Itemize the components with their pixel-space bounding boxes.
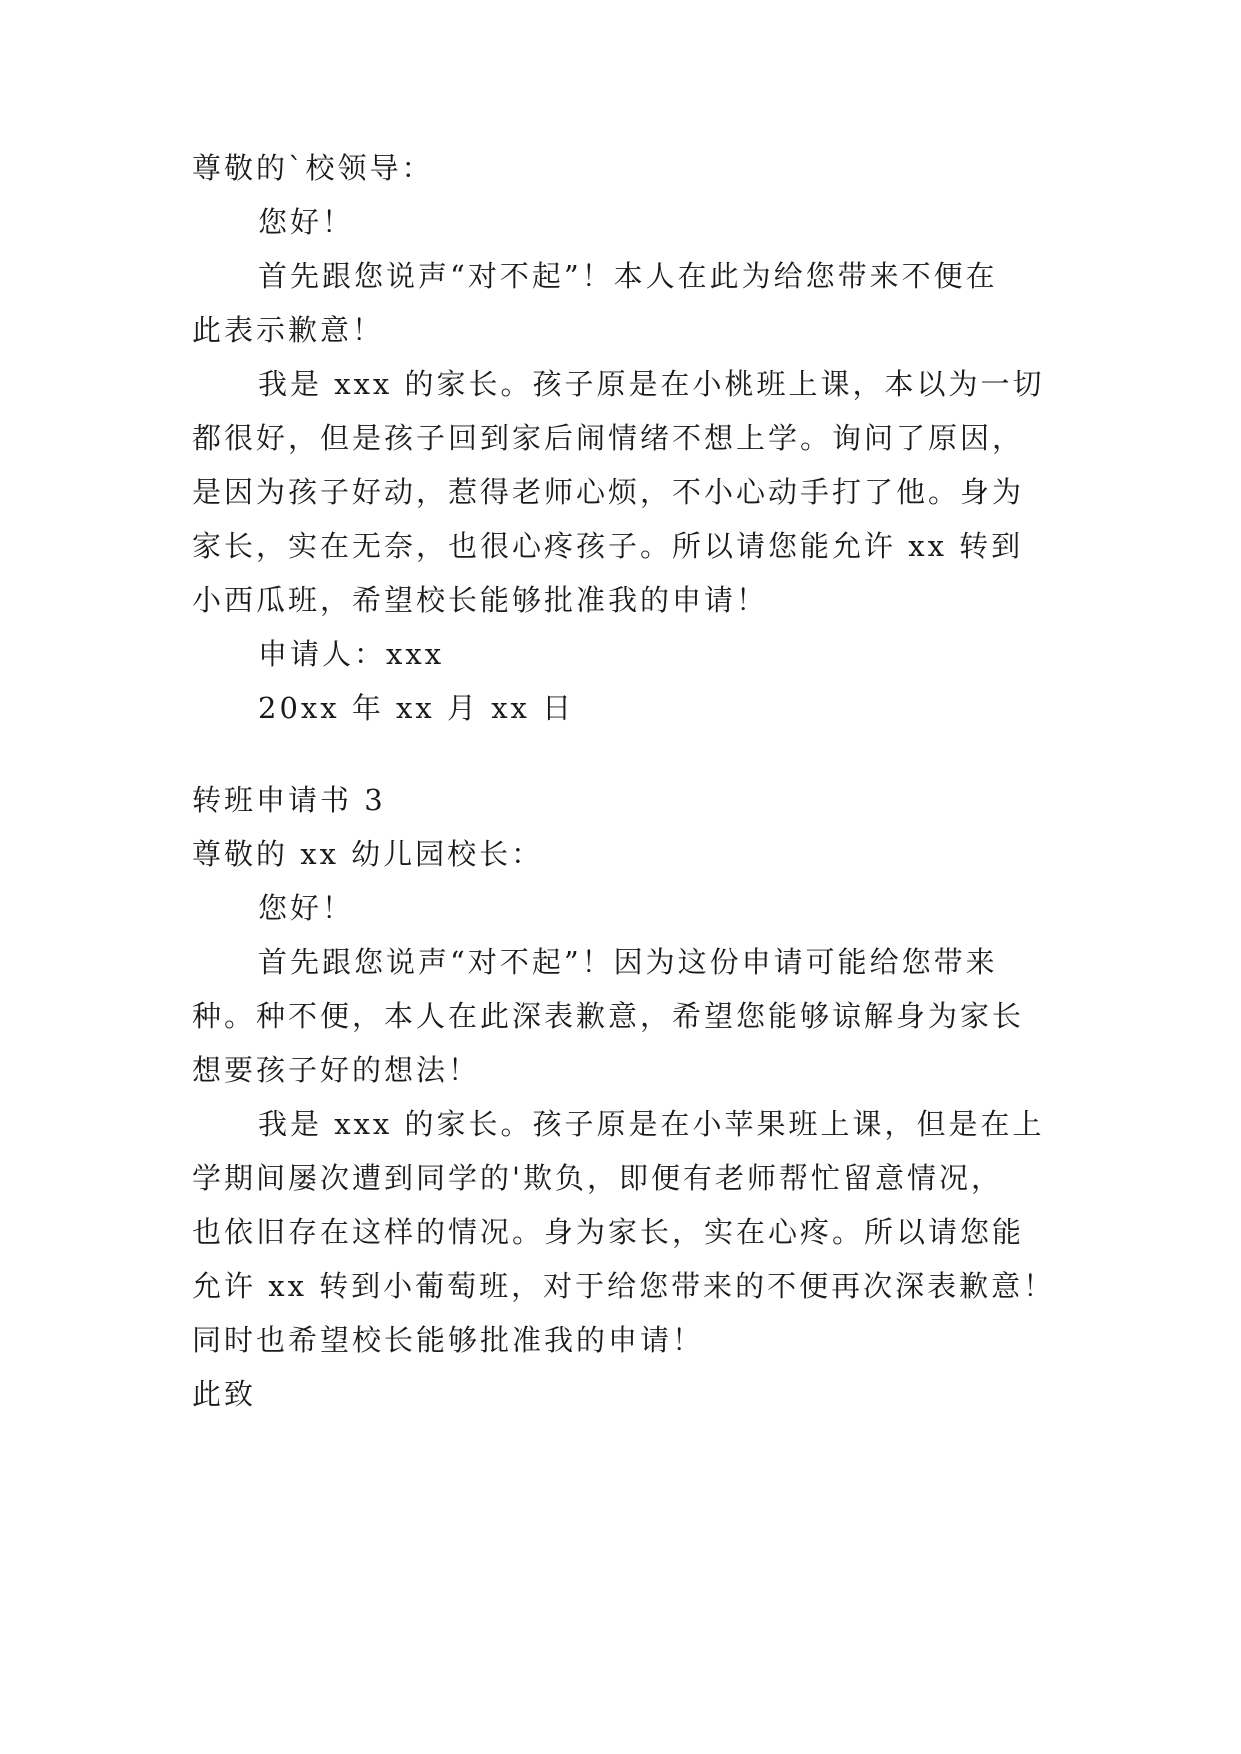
paragraph-line: 此表示歉意！ — [192, 313, 385, 347]
paragraph-line: 学期间屡次遭到同学的'欺负，即便有老师帮忙留意情况， — [192, 1161, 1003, 1195]
paragraph-line: 首先跟您说声“对不起”！本人在此为给您带来不便在 — [258, 259, 998, 293]
paragraph-line: 同时也希望校长能够批准我的申请！ — [192, 1323, 705, 1357]
applicant: 申请人：xxx — [258, 637, 445, 671]
greeting: 您好！ — [258, 205, 355, 239]
greeting: 您好！ — [258, 891, 355, 925]
paragraph-line: 想要孩子好的想法！ — [192, 1053, 481, 1087]
salutation: 尊敬的`校领导： — [192, 151, 434, 185]
closing: 此致 — [192, 1377, 257, 1411]
paragraph-line: 种。种不便，本人在此深表歉意，希望您能够谅解身为家长 — [192, 999, 1025, 1033]
paragraph-line: 家长，实在无奈，也很心疼孩子。所以请您能允许 xx 转到 — [192, 529, 1024, 563]
paragraph-line: 小西瓜班，希望校长能够批准我的申请！ — [192, 583, 769, 617]
paragraph-line: 也依旧存在这样的情况。身为家长，实在心疼。所以请您能 — [192, 1215, 1025, 1249]
paragraph-line: 我是 xxx 的家长。孩子原是在小桃班上课，本以为一切 — [258, 367, 1045, 401]
date: 20xx 年 xx 月 xx 日 — [258, 691, 575, 725]
salutation: 尊敬的 xx 幼儿园校长： — [192, 837, 544, 871]
paragraph-line: 允许 xx 转到小葡萄班，对于给您带来的不便再次深表歉意！ — [192, 1269, 1056, 1303]
paragraph-line: 都很好，但是孩子回到家后闹情绪不想上学。询问了原因， — [192, 421, 1025, 455]
paragraph-line: 是因为孩子好动，惹得老师心烦，不小心动手打了他。身为 — [192, 475, 1025, 509]
paragraph-line: 我是 xxx 的家长。孩子原是在小苹果班上课，但是在上 — [258, 1107, 1045, 1141]
section-title: 转班申请书 3 — [192, 783, 386, 817]
paragraph-line: 首先跟您说声“对不起”！因为这份申请可能给您带来 — [258, 945, 998, 979]
